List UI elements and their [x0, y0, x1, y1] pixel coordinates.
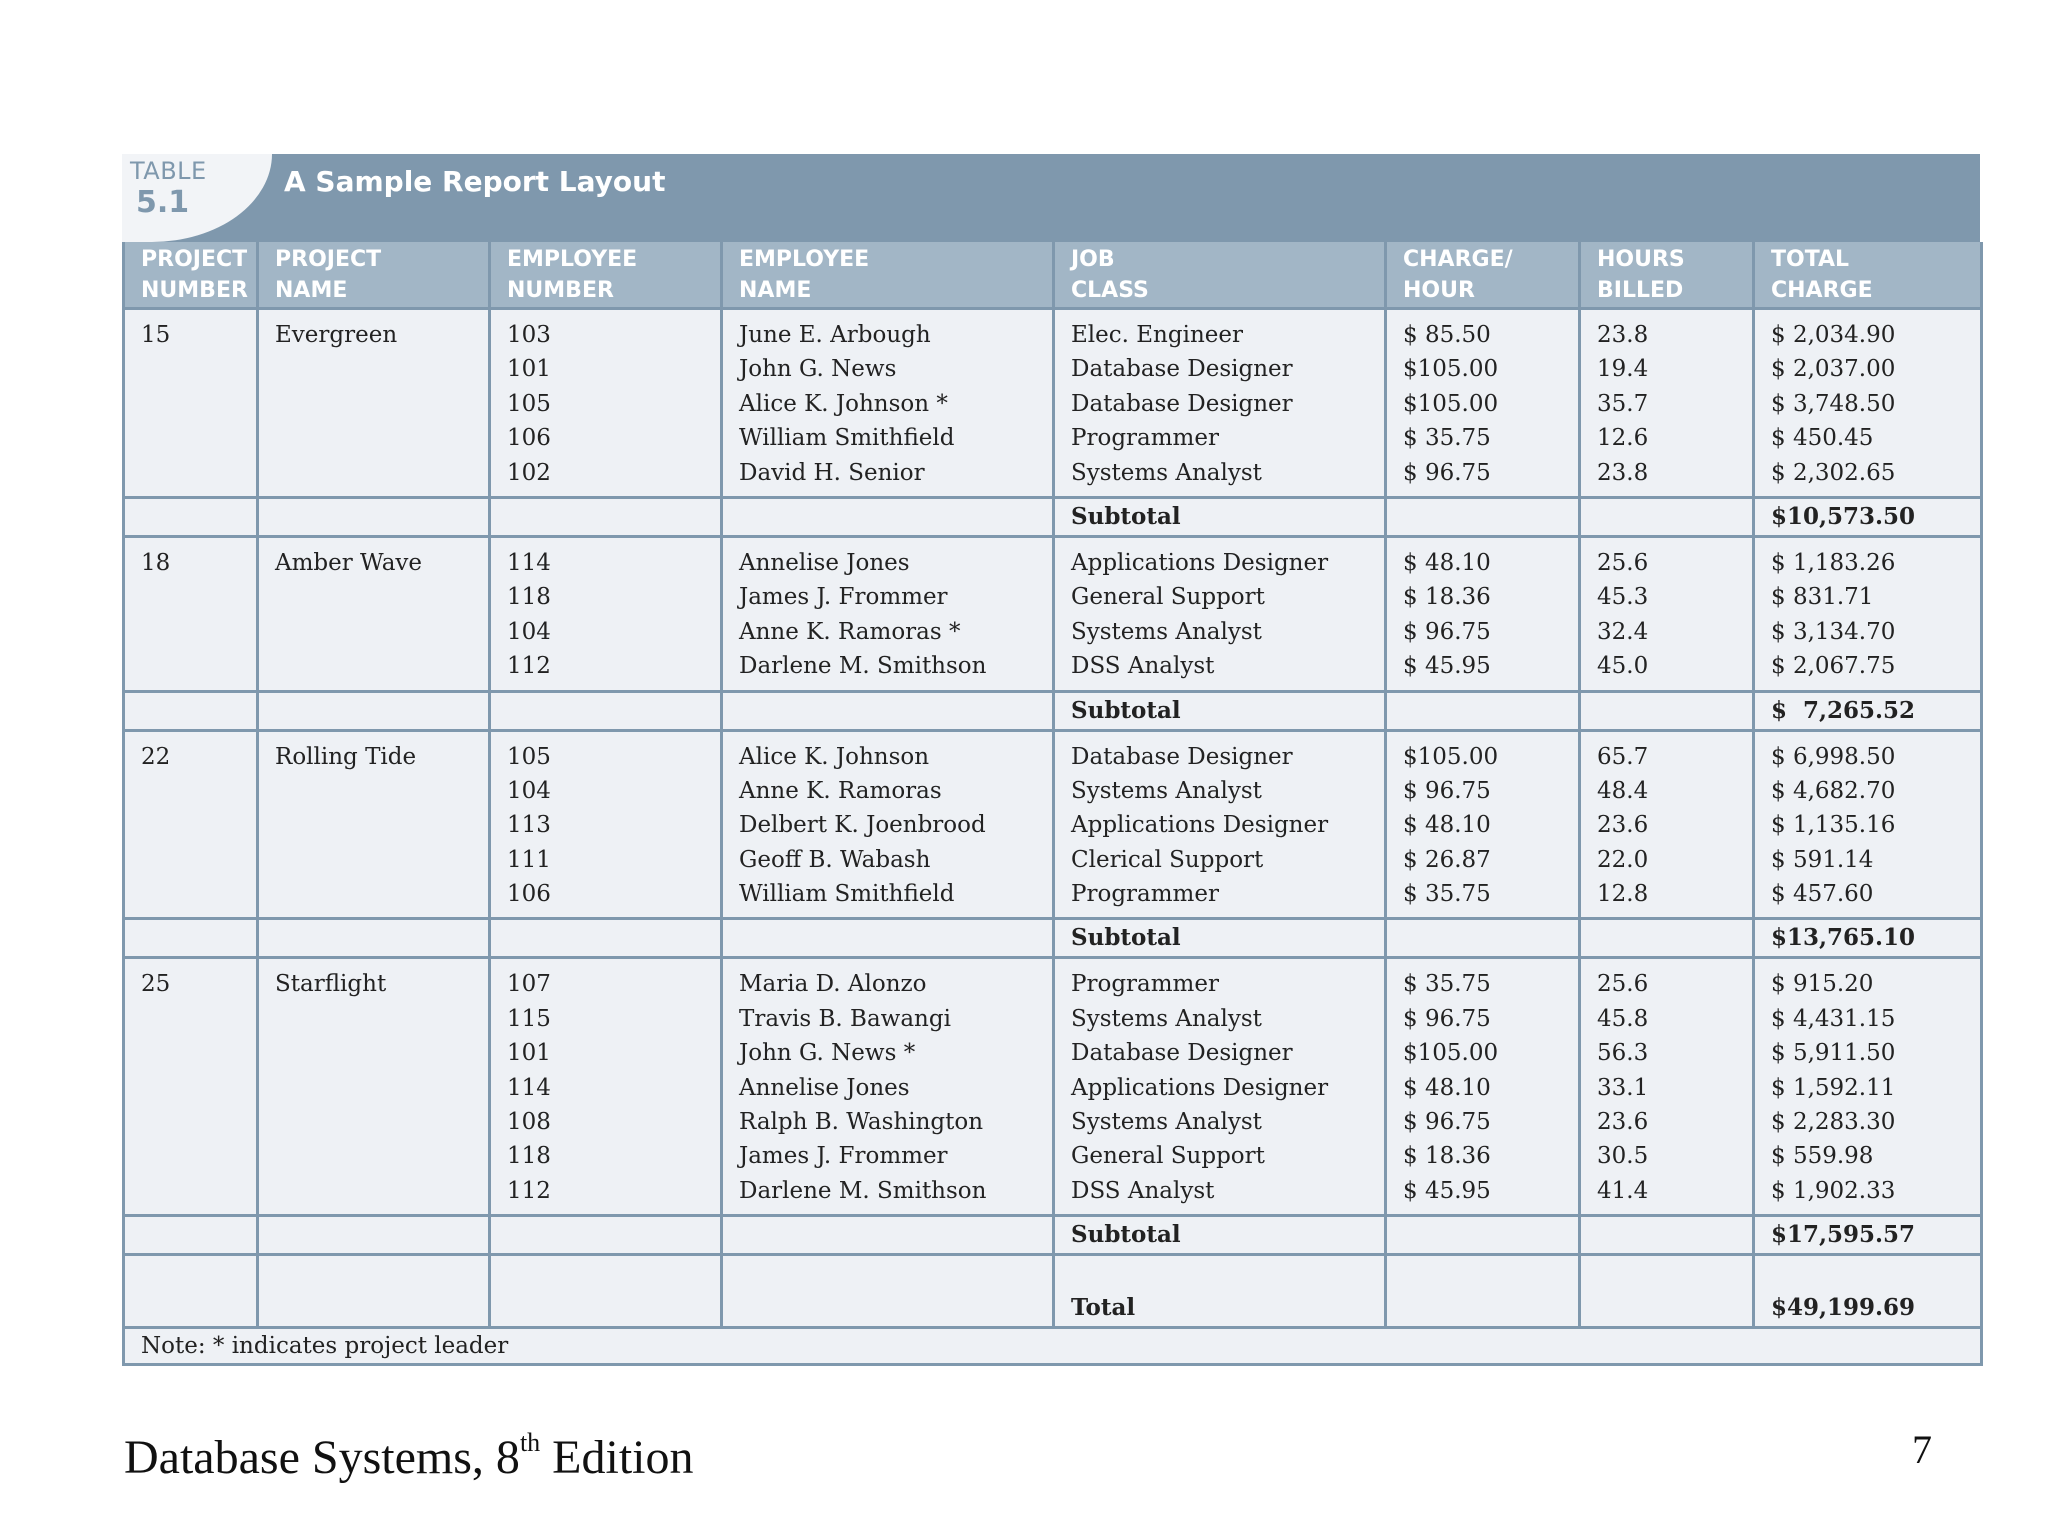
table-row-value: $105.00: [1403, 390, 1499, 417]
employee-name-cell: [722, 309, 1054, 498]
column-header-line: HOURS: [1597, 247, 1685, 272]
empty-cell: [490, 497, 722, 536]
table-row-value: Database Designer: [1071, 743, 1293, 770]
table-row-value: David H. Senior: [739, 459, 925, 486]
table-row-value: 33.1: [1597, 1074, 1649, 1101]
subtotal-group: [124, 919, 1982, 958]
table-row-value: Ralph B. Washington: [739, 1109, 984, 1136]
table-row-value: 23.8: [1597, 459, 1649, 486]
table-row-value: $ 85.50: [1403, 322, 1491, 348]
table-row-value: 118: [507, 584, 551, 611]
column-header-line: NUMBER: [507, 278, 614, 303]
table-row-value: 103: [507, 322, 551, 348]
subtotal-row: [124, 497, 1982, 536]
employee-name-cell: [722, 958, 1054, 1216]
column-header-line: NAME: [739, 278, 812, 303]
table-row-value: $ 4,682.70: [1771, 777, 1896, 804]
book-title-suffix: Edition: [540, 1431, 694, 1484]
empty-cell: [1386, 1255, 1580, 1328]
table-row-value: 23.6: [1597, 1109, 1649, 1136]
table-row-value: 118: [507, 1143, 551, 1170]
project-group: [124, 536, 1982, 691]
project-group: [124, 309, 1982, 498]
table-row-value: 111: [507, 846, 551, 873]
hours-billed-cell: [1580, 730, 1754, 919]
table-row-value: 25.6: [1597, 971, 1649, 998]
table-row-value: $ 591.14: [1771, 846, 1874, 873]
table-row-value: 56.3: [1597, 1040, 1649, 1067]
table-row-value: DSS Analyst: [1071, 1177, 1215, 1204]
subtotal-row: [124, 691, 1982, 730]
charge-per-hour-cell: [1386, 958, 1580, 1216]
subtotal-label: Subtotal: [1054, 1216, 1386, 1255]
empty-cell: [258, 919, 490, 958]
empty-cell: [1386, 1216, 1580, 1255]
table-row-value: $ 35.75: [1403, 425, 1491, 452]
table-row-value: 22.0: [1597, 846, 1649, 873]
empty-cell: [490, 1216, 722, 1255]
empty-cell: [1580, 1216, 1754, 1255]
column-header-line: PROJECT: [275, 247, 382, 272]
table-number-badge: [122, 154, 272, 242]
table-row-value: $ 2,037.00: [1771, 356, 1896, 383]
project-name-cell: Rolling Tide: [258, 730, 490, 919]
table-row-value: Systems Analyst: [1071, 777, 1262, 804]
table-row-value: 65.7: [1597, 743, 1649, 770]
column-header: [1054, 242, 1386, 309]
table-row-value: $ 96.75: [1403, 1005, 1491, 1032]
table-row-value: 101: [507, 1040, 551, 1067]
table-row-value: $ 450.45: [1771, 425, 1874, 452]
table-row-value: Database Designer: [1071, 390, 1293, 417]
subtotal-value: $17,595.57: [1754, 1216, 1982, 1255]
employee-number-cell: [490, 730, 722, 919]
column-header-line: PROJECT: [141, 247, 248, 272]
table-row-value: 108: [507, 1109, 551, 1136]
empty-cell: [722, 691, 1054, 730]
table-row-value: $ 1,902.33: [1771, 1177, 1896, 1204]
table-row-value: Programmer: [1071, 425, 1219, 452]
project-group: [124, 958, 1982, 1216]
subtotal-group: [124, 497, 1982, 536]
subtotal-value: $ 7,265.52: [1754, 691, 1982, 730]
empty-cell: [1580, 919, 1754, 958]
charge-per-hour-cell: [1386, 309, 1580, 498]
subtotal-value: $10,573.50: [1754, 497, 1982, 536]
empty-cell: [722, 1255, 1054, 1328]
table-row-value: $ 831.71: [1771, 584, 1874, 611]
table-row-value: 101: [507, 356, 551, 383]
report-table: [122, 242, 1983, 1366]
table-row-value: William Smithfield: [739, 881, 955, 908]
table-row-value: 23.6: [1597, 812, 1649, 839]
empty-cell: [258, 1216, 490, 1255]
table-row-value: 30.5: [1597, 1143, 1649, 1170]
empty-cell: [1386, 497, 1580, 536]
subtotal-group: [124, 1216, 1982, 1255]
job-class-cell: [1054, 309, 1386, 498]
subtotal-group: [124, 691, 1982, 730]
column-header-line: CHARGE/: [1403, 247, 1513, 272]
project-number-cell: 25: [124, 958, 258, 1216]
project-group: [124, 730, 1982, 919]
table-row-value: William Smithfield: [739, 425, 955, 452]
total-label: Total: [1054, 1255, 1386, 1328]
table-row-value: $ 3,134.70: [1771, 618, 1896, 645]
project-name-cell: Amber Wave: [258, 536, 490, 691]
total-value: $49,199.69: [1754, 1255, 1982, 1328]
page-number: 7: [1912, 1427, 1932, 1472]
subtotal-value: $13,765.10: [1754, 919, 1982, 958]
column-header: [1580, 242, 1754, 309]
table-row-value: $ 6,998.50: [1771, 743, 1896, 770]
table-row-value: $ 3,748.50: [1771, 390, 1896, 417]
table-row-value: 106: [507, 881, 551, 908]
hours-billed-cell: [1580, 536, 1754, 691]
table-row-value: $ 915.20: [1771, 971, 1874, 998]
table-row-value: 114: [507, 549, 551, 576]
table-row-value: Travis B. Bawangi: [739, 1005, 951, 1032]
table-row-value: $ 2,067.75: [1771, 653, 1896, 680]
column-header-line: BILLED: [1597, 278, 1684, 303]
table-row-value: Applications Designer: [1071, 1074, 1329, 1101]
table-row-value: $ 1,135.16: [1771, 812, 1896, 839]
table-row-value: $ 18.36: [1403, 1143, 1491, 1170]
column-header: [722, 242, 1054, 309]
table-row-value: 105: [507, 390, 551, 417]
table-row-value: $ 2,302.65: [1771, 459, 1896, 486]
book-title-prefix: Database Systems, 8: [124, 1431, 520, 1484]
table-row-value: $ 45.95: [1403, 1177, 1491, 1204]
empty-cell: [490, 919, 722, 958]
table-row-value: Programmer: [1071, 881, 1219, 908]
table-row-value: Database Designer: [1071, 1040, 1293, 1067]
column-header-line: NUMBER: [141, 278, 248, 303]
table-row-value: 112: [507, 653, 551, 680]
column-header-line: HOUR: [1403, 278, 1475, 303]
table-title-bar: [122, 154, 1980, 242]
table-row-value: $ 1,592.11: [1771, 1074, 1896, 1101]
empty-cell: [490, 1255, 722, 1328]
project-rows: [124, 309, 1982, 498]
column-header-line: TOTAL: [1771, 247, 1850, 272]
empty-cell: [722, 919, 1054, 958]
table-row-value: $ 2,283.30: [1771, 1109, 1896, 1136]
table-row-value: 107: [507, 971, 551, 998]
table-row-value: Systems Analyst: [1071, 1005, 1262, 1032]
table-row-value: 32.4: [1597, 618, 1649, 645]
project-rows: [124, 730, 1982, 919]
table-row-value: 41.4: [1597, 1177, 1649, 1204]
job-class-cell: [1054, 730, 1386, 919]
column-header: [258, 242, 490, 309]
table-label: TABLE: [130, 157, 207, 185]
book-title-superscript: th: [519, 1428, 541, 1457]
subtotal-label: Subtotal: [1054, 691, 1386, 730]
table-row-value: $ 559.98: [1771, 1143, 1874, 1170]
table-row-value: Annelise Jones: [739, 549, 910, 576]
table-row-value: $ 1,183.26: [1771, 549, 1896, 576]
table-title: A Sample Report Layout: [284, 165, 666, 198]
table-row-value: June E. Arbough: [739, 322, 931, 348]
table-row-value: 106: [507, 425, 551, 452]
project-number-cell: 15: [124, 309, 258, 498]
table-row-value: Delbert K. Joenbrood: [739, 812, 986, 839]
table-row-value: 102: [507, 459, 551, 486]
table-row-value: Systems Analyst: [1071, 1109, 1262, 1136]
hours-billed-cell: [1580, 309, 1754, 498]
total-group: [124, 1255, 1982, 1365]
table-row-value: 19.4: [1597, 356, 1649, 383]
empty-cell: [1386, 919, 1580, 958]
table-row-value: $ 96.75: [1403, 777, 1491, 804]
project-rows: [124, 958, 1982, 1216]
employee-name-cell: [722, 536, 1054, 691]
table-row-value: $105.00: [1403, 356, 1499, 383]
subtotal-label: Subtotal: [1054, 919, 1386, 958]
table-row-value: John G. News *: [739, 1040, 916, 1067]
table-row-value: 105: [507, 743, 551, 770]
charge-per-hour-cell: [1386, 536, 1580, 691]
table-row-value: James J. Frommer: [739, 584, 948, 611]
column-header-line: NAME: [275, 278, 348, 303]
subtotal-row: [124, 1216, 1982, 1255]
table-row-value: 45.0: [1597, 653, 1649, 680]
empty-cell: [490, 691, 722, 730]
column-header: [490, 242, 722, 309]
column-header-line: CHARGE: [1771, 278, 1873, 303]
table-number: 5.1: [136, 185, 190, 220]
table-row-value: Darlene M. Smithson: [739, 653, 987, 680]
table-row-value: Systems Analyst: [1071, 618, 1262, 645]
empty-cell: [1580, 1255, 1754, 1328]
table-row-value: $ 48.10: [1403, 549, 1491, 576]
table-row-value: 104: [507, 618, 551, 645]
hours-billed-cell: [1580, 958, 1754, 1216]
total-charge-cell: [1754, 730, 1982, 919]
employee-name-cell: [722, 730, 1054, 919]
empty-cell: [722, 497, 1054, 536]
table-row-value: Applications Designer: [1071, 812, 1329, 839]
table-row-value: $ 2,034.90: [1771, 322, 1896, 348]
empty-cell: [124, 1216, 258, 1255]
table-row-value: 48.4: [1597, 777, 1649, 804]
empty-cell: [124, 919, 258, 958]
total-row: [124, 1255, 1982, 1328]
table-row-value: Systems Analyst: [1071, 459, 1262, 486]
note-text: Note: * indicates project leader: [124, 1328, 1982, 1365]
subtotal-label: Subtotal: [1054, 497, 1386, 536]
empty-cell: [258, 497, 490, 536]
total-charge-cell: [1754, 536, 1982, 691]
table-row-value: Applications Designer: [1071, 549, 1329, 576]
table-row-value: 45.3: [1597, 584, 1649, 611]
table-row-value: Programmer: [1071, 971, 1219, 998]
table-row-value: $ 35.75: [1403, 881, 1491, 908]
subtotal-row: [124, 919, 1982, 958]
table-row-value: 112: [507, 1177, 551, 1204]
table-row-value: John G. News: [739, 356, 897, 383]
table-row-value: 25.6: [1597, 549, 1649, 576]
table-row-value: Clerical Support: [1071, 846, 1264, 873]
empty-cell: [124, 497, 258, 536]
empty-cell: [722, 1216, 1054, 1255]
table-row-value: 104: [507, 777, 551, 804]
table-row-value: $ 35.75: [1403, 971, 1491, 998]
table-row-value: $ 18.36: [1403, 584, 1491, 611]
employee-number-cell: [490, 309, 722, 498]
table-row-value: Database Designer: [1071, 356, 1293, 383]
empty-cell: [258, 1255, 490, 1328]
table-row-value: $105.00: [1403, 1040, 1499, 1067]
table-row-value: $ 5,911.50: [1771, 1040, 1896, 1067]
table-row-value: $ 48.10: [1403, 812, 1491, 839]
table-row-value: $ 4,431.15: [1771, 1005, 1896, 1032]
total-charge-cell: [1754, 309, 1982, 498]
table-row-value: $ 96.75: [1403, 618, 1491, 645]
note-row: [124, 1328, 1982, 1365]
empty-cell: [258, 691, 490, 730]
table-row-value: James J. Frommer: [739, 1143, 948, 1170]
table-row-value: Alice K. Johnson: [739, 743, 930, 770]
column-header-line: EMPLOYEE: [507, 247, 638, 272]
table-row-value: Anne K. Ramoras *: [739, 618, 961, 645]
project-number-cell: 22: [124, 730, 258, 919]
empty-cell: [1580, 497, 1754, 536]
table-header-row: [124, 242, 1982, 309]
table-row-value: 23.8: [1597, 322, 1649, 348]
table-row-value: Elec. Engineer: [1071, 322, 1243, 348]
table-row-value: Alice K. Johnson *: [739, 390, 948, 417]
empty-cell: [124, 691, 258, 730]
table-row-value: DSS Analyst: [1071, 653, 1215, 680]
column-header: [1386, 242, 1580, 309]
table-row-value: $ 48.10: [1403, 1074, 1491, 1101]
employee-number-cell: [490, 958, 722, 1216]
table-row-value: 45.8: [1597, 1005, 1649, 1032]
table-row-value: $ 45.95: [1403, 653, 1491, 680]
table-row-value: Darlene M. Smithson: [739, 1177, 987, 1204]
table-row-value: Annelise Jones: [739, 1074, 910, 1101]
table-row-value: General Support: [1071, 584, 1265, 611]
table-row-value: 115: [507, 1005, 551, 1032]
empty-cell: [1386, 691, 1580, 730]
total-charge-cell: [1754, 958, 1982, 1216]
table-row-value: 12.6: [1597, 425, 1649, 452]
table-row-value: $ 96.75: [1403, 1109, 1491, 1136]
book-title: [124, 1428, 694, 1485]
report-table-container: [122, 154, 1980, 1366]
table-row-value: 12.8: [1597, 881, 1649, 908]
column-header: [124, 242, 258, 309]
project-name-cell: Starflight: [258, 958, 490, 1216]
table-row-value: $ 96.75: [1403, 459, 1491, 486]
table-row-value: $105.00: [1403, 743, 1499, 770]
table-row-value: General Support: [1071, 1143, 1265, 1170]
table-row-value: Maria D. Alonzo: [739, 971, 927, 998]
employee-number-cell: [490, 536, 722, 691]
project-rows: [124, 536, 1982, 691]
table-row-value: $ 26.87: [1403, 846, 1491, 873]
project-name-cell: Evergreen: [258, 309, 490, 498]
project-number-cell: 18: [124, 536, 258, 691]
job-class-cell: [1054, 536, 1386, 691]
column-header: [1754, 242, 1982, 309]
empty-cell: [124, 1255, 258, 1328]
column-header-line: CLASS: [1071, 278, 1149, 303]
job-class-cell: [1054, 958, 1386, 1216]
column-header-line: EMPLOYEE: [739, 247, 870, 272]
charge-per-hour-cell: [1386, 730, 1580, 919]
table-row-value: 114: [507, 1074, 551, 1101]
empty-cell: [1580, 691, 1754, 730]
table-row-value: 35.7: [1597, 390, 1649, 417]
table-row-value: Anne K. Ramoras: [739, 777, 942, 804]
table-row-value: $ 457.60: [1771, 881, 1874, 908]
table-row-value: Geoff B. Wabash: [739, 846, 931, 873]
table-row-value: 113: [507, 812, 551, 839]
column-header-line: JOB: [1071, 247, 1115, 272]
